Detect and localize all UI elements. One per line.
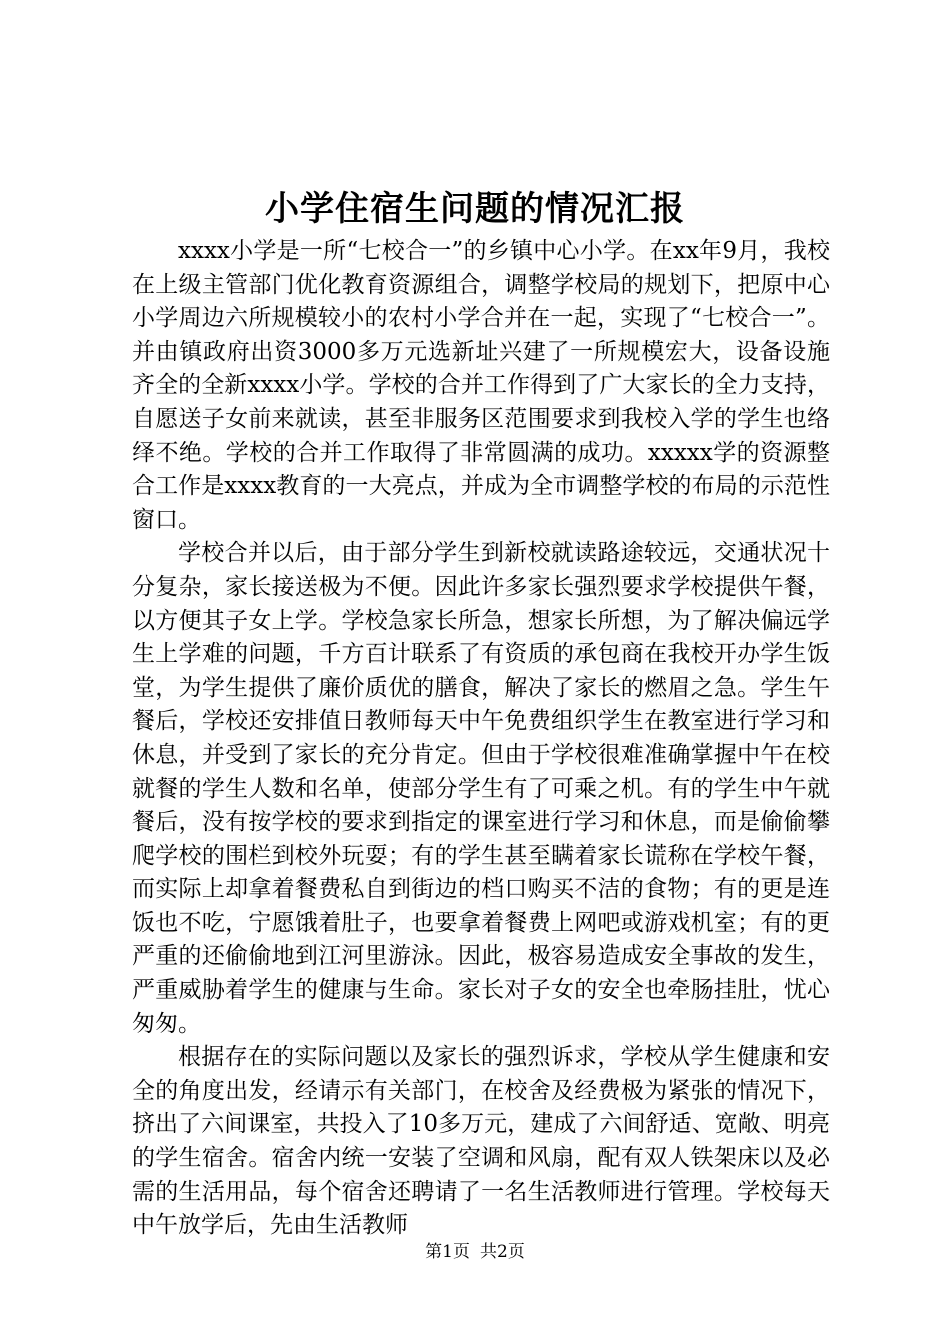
paragraph-3: 根据存在的实际问题以及家长的强烈诉求，学校从学生健康和安全的角度出发，经请示有关部门，在校舍及经费极为紧张的情况下，挤出了六间课室，共投入了10多万元，建成了六间舒适、宽敞、明亮的学生宿舍。宿舍内统一安装了空调和风扇，配有双人铁架床以及必需的生活用品，每个宿舍还聘请了一名生活教师进行管理。学校每天中午放学后，先由生活教师 — [132, 1044, 830, 1239]
document-body — [132, 235, 830, 1243]
document-title: 小学住宿生问题的情况汇报 — [265, 189, 685, 229]
paragraph-1: xxxx小学是一所“七校合一”的乡镇中心小学。在xx年9月，我校在上级主管部门优化教育资源组合，调整学校局的规划下，把原中心小学周边六所规模较小的农村小学合并在一起，实现了“七校合一”。并由镇政府出资3000多万元选新址兴建了一所规模宏大，设备设施齐全的全新xxxx小学。学校的合并工作得到了广大家长的全力支持，自愿送子女前来就读，甚至非服务区范围要求到我校入学的学生也络绎不绝。学校的合并工作取得了非常圆满的成功。xxxxx学的资源整合工作是xxxx教育的一大亮点，并成为全市调整学校的布局的示范性窗口。 — [132, 238, 830, 533]
page-footer — [0, 1240, 950, 1264]
page-total: 共2页 — [480, 1242, 525, 1262]
paragraph-2: 学校合并以后，由于部分学生到新校就读路途较远，交通状况十分复杂，家长接送极为不便。因此许多家长强烈要求学校提供午餐，以方便其子女上学。学校急家长所急，想家长所想，为了解决偏远学生上学难的问题，千方百计联系了有资质的承包商在我校开办学生饭堂，为学生提供了廉价质优的膳食，解决了家长的燃眉之急。学生午餐后，学校还安排值日教师每天中午免费组织学生在教室进行学习和休息，并受到了家长的充分肯定。但由于学校很难准确掌握中午在校就餐的学生人数和名单，使部分学生有了可乘之机。有的学生中午就餐后，没有按学校的要求到指定的课室进行学习和休息，而是偷偷攀爬学校的围栏到校外玩耍；有的学生甚至瞒着家长谎称在学校午餐，而实际上却拿着餐费私自到街边的档口购买不洁的食物；有的更是连饭也不吃，宁愿饿着肚子，也要拿着餐费上网吧或游戏机室；有的更严重的还偷偷地到江河里游泳。因此，极容易造成安全事故的发生，严重威胁着学生的健康与生命。家长对子女的安全也牵肠挂肚，忧心匆匆。 — [132, 540, 830, 1037]
page-number: 第1页 — [425, 1242, 470, 1262]
